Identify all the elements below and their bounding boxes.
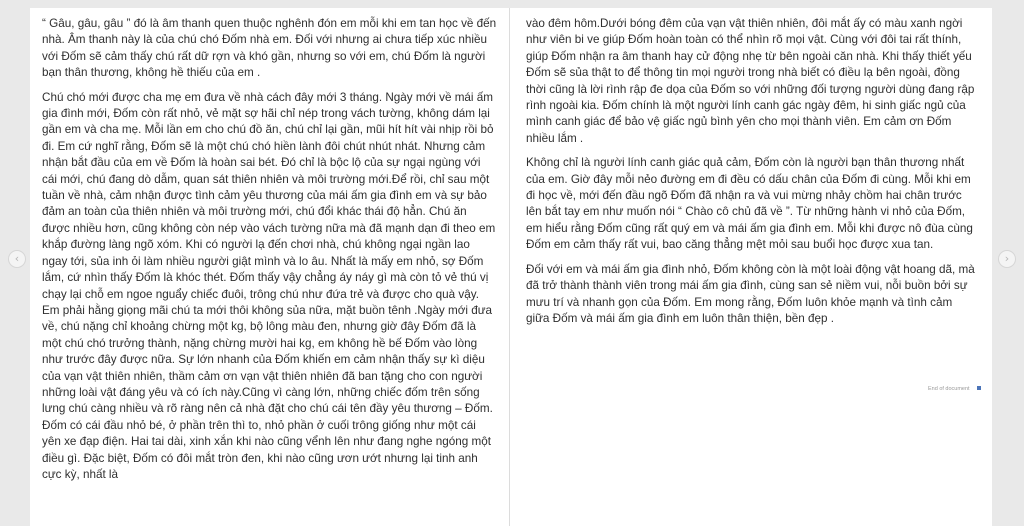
left-page bbox=[30, 8, 510, 526]
right-page bbox=[510, 8, 990, 526]
previous-page-button[interactable] bbox=[8, 250, 26, 268]
chevron-left-icon: ‹ bbox=[14, 252, 20, 265]
paragraph: “ Gâu, gâu, gâu ” đó là âm thanh quen thuộc nghênh đón em mỗi khi em tan học về đến nhà. Âm thanh này là của chú chó Đốm nhà em. Đối với nhưng ai chưa tiếp xúc nhiều với Đốm sẽ cảm thấy chú rất dữ rợn và khó gần, nhưng so với em, chú Đốm là người bạn thân thương, không hề thiếu của em . bbox=[42, 17, 497, 80]
paragraph: vào đêm hôm.Dưới bóng đêm của vạn vật thiên nhiên, đôi mắt ấy có màu xanh ngời như viên bi ve giúp Đốm hoàn toàn có thể nhìn rõ mọi vật. Cùng với đôi tai rất thính, giúp Đốm nhận ra âm thanh hay cử động nhẹ từ bên ngoài căn nhà. Khi thấy thiết yếu Đốm sẽ sủa thật to để thông tin mọi người trong nhà biết có điều lạ bên ngoài, đồng thời cũng là lời rình rập đe dọa của Đốm so với những đối tượng người dùng đang rập rình ngoài kia. Đốm chính là một người lính canh gác ngày đêm, hi sinh giấc ngủ của mình canh giác để bảo vệ giấc ngủ bình yên cho mọi thành viên. Em cảm ơn Đốm nhiều lắm . bbox=[526, 17, 975, 145]
end-of-document-square-icon bbox=[977, 386, 981, 390]
end-of-document-label: End of document bbox=[928, 386, 970, 392]
page-spread bbox=[30, 8, 992, 526]
paragraph: Đối với em và mái ấm gia đình nhỏ, Đốm không còn là một loài động vật hoang dã, mà đã trở thành thành viên trong mái ấm gia đình, cùng san sẻ niềm vui, nỗi buồn bởi sự mưu trí và nhanh gọn của Đốm. Em mong rằng, Đốm luôn khỏe mạnh và tình cảm giữa Đốm và mái ấm gia đình em luôn thân thiện, bền đẹp . bbox=[526, 262, 975, 325]
chevron-right-icon: › bbox=[1004, 252, 1010, 265]
paragraph: Không chỉ là người lính canh giác quả cảm, Đốm còn là người bạn thân thương nhất của em. Giờ đây mỗi nẻo đường em đi đều có dấu chân của Đốm đi cùng. Mỗi khi em đi học về, mới đến đầu ngõ Đốm đã nhận ra và vui mừng nhảy chồm hai chân trước lên bắt tay em như muốn nói “ Chào cô chủ đã về ”. Từ những hành vi nhỏ của Đốm, em hiểu rằng Đốm cũng rất quý em và mái ấm gia đình em. Mỗi khi được nô đùa cùng Đốm em cảm thấy rất vui, bao căng thẳng mệt mỏi sau buổi học được xua tan. bbox=[526, 156, 973, 252]
next-page-button[interactable] bbox=[998, 250, 1016, 268]
paragraph: Chú chó mới được cha mẹ em đưa về nhà cách đây mới 3 tháng. Ngày mới về mái ấm gia đình mới, Đốm còn rất nhỏ, vẻ mặt sợ hãi chỉ nép trong vách tường, không dám lại gần em và cha mẹ. Mỗi lần em cho chú đồ ăn, chú chỉ lại gần, mũi hít hít vài nhịp rồi bỏ đi. Em cứ nghĩ rằng, Đốm sẽ là một chú chó hiền lành đôi chút nhút nhát. Nhưng cảm nhận bắt đầu của em về Đốm là hoàn sai bét. Đó chỉ là bộc lộ của sự ngại ngùng với cái mới, chú đang dò dẫm, quan sát thiên nhiên và môi trường mới.Để rồi, chỉ sau một tuần về nhà, cảm nhận được tình cảm yêu thương của mái ấm gia đình em và sự bảo đảm an toàn của thiên nhiên và môi trường mới, chú đổi khác thái độ hẳn. Chú ăn được nhiều hơn, cũng không còn nép vào vách tường nữa mà đã mạnh dạn đi theo em khắp đường làng ngõ xóm. Khi có người lạ đến chơi nhà, chú không ngại ngần lao ngay tới, sủa inh ỏi làm nhiều người giật mình và lo âu. Nhất là mấy em nhỏ, sợ Đốm lắm, cứ nhìn thấy Đốm là khóc thét. Đốm thấy vậy chẳng áy náy gì mà còn tỏ vẻ thú vị chạy lại chỗ em ngoe nguẩy chiếc đuôi, trông chú như đứa trẻ và được cho quà vậy. Em phải hằng giọng mãi chú ta mới thôi không sủa nữa, mặt buồn tênh .Ngày mới đưa về, chú nặng chỉ khoảng chừng một kg, bộ lông màu đen, nhưng giờ đây Đốm đã là một chú chó trưởng thành, nặng chừng mười hai kg, em không hề bế Đốm vào lòng như trước đây được nữa. Sự lớn nhanh của Đốm khiến em cảm nhận thấy sự kì diệu của vạn vật thiên nhiên, thầm cảm ơn vạn vật thiên nhiên đã ban tặng cho con người những loài vật đáng yêu và có ích này.Cũng vì càng lớn, những chiếc đốm trên sống lưng chú càng nhiều và rõ ràng nên cả nhà đặt cho chú cái tên đầy yêu thương – Đốm. Đốm có cái đầu nhỏ bé, ở phần trên thì to, nhỏ phần ở cuối trông giống như một cái yên xe đạp điện. Hai tai dài, xinh xắn khi nào cũng vểnh lên như đang nghe ngóng một điều gì. Đặc biệt, Đốm có đôi mắt tròn đen, khi nào cũng ươn ướt nhưng lại tinh anh cực kỳ, nhất là bbox=[42, 90, 496, 481]
